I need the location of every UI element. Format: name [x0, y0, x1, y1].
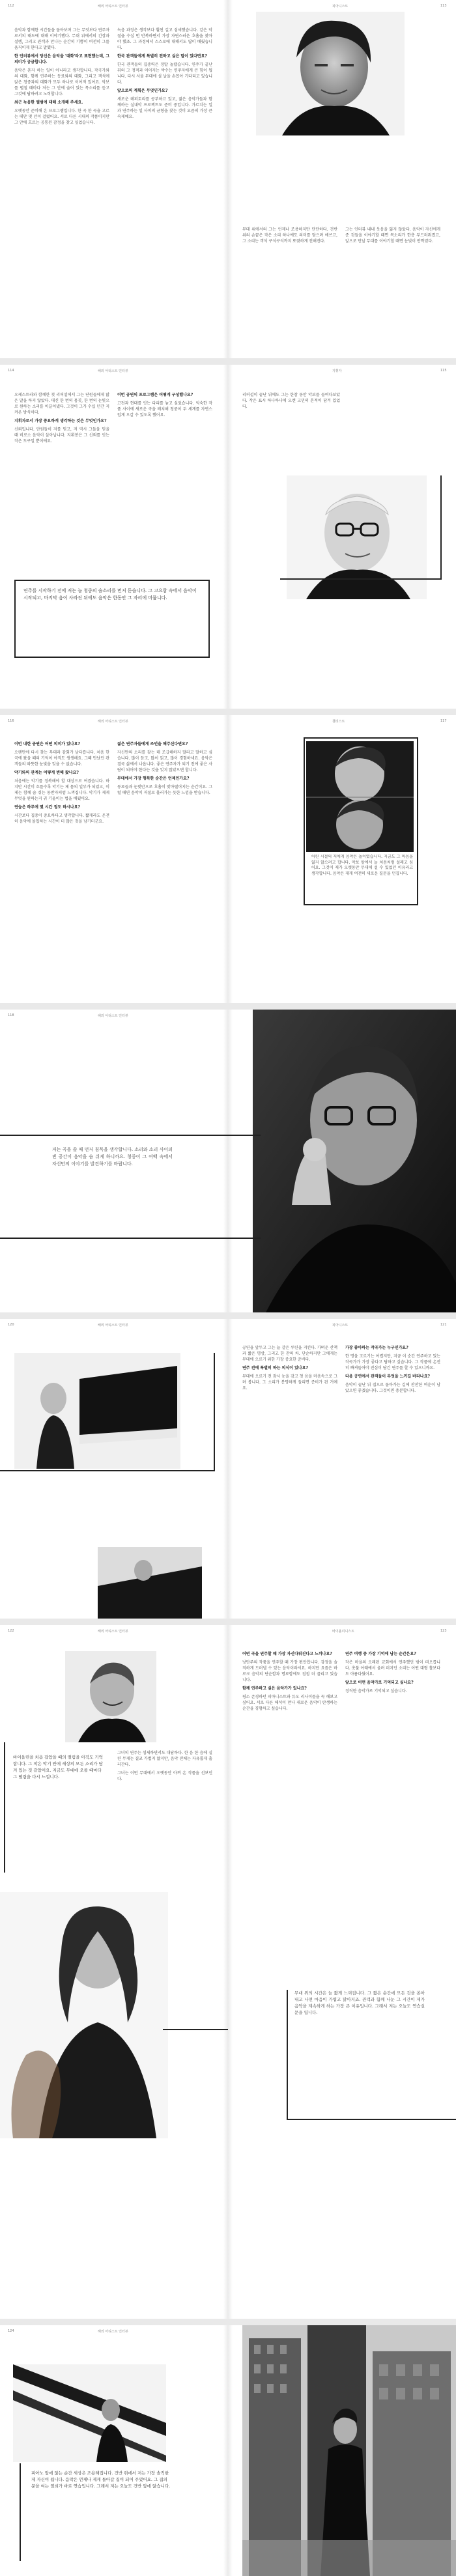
portrait-photo-conductor: [287, 475, 427, 599]
page-spread-3: [0, 715, 456, 1003]
body-paragraph: 무대 위에서의 그는 언제나 조용하지만 단단하다. 건반 위의 손끝은 작은 소리 하나에도 의미를 담으려 애쓰고, 그 소리는 객석 구석구석까지 또렷하게 전해진다.: [242, 227, 337, 244]
frame-rule-bottom: [0, 1238, 261, 1239]
interview-question: 다음 공연에서 관객들이 무엇을 느끼길 바라나요?: [345, 1374, 430, 1379]
body-paragraph: 평소 존경하던 피아니스트와 듀오 리사이틀을 꼭 해보고 싶어요. 서로 다른 해석이 만나 새로운 음악이 탄생하는 순간을 경험하고 싶습니다.: [242, 1695, 337, 1711]
pull-quote-left: [9, 1750, 107, 1887]
body-paragraph: 공연을 앞두고 그는 늘 같은 루틴을 지킨다. 가벼운 산책과 짧은 명상, 그리고 한 잔의 차. 단순하지만 그에게는 무대에 오르기 위한 가장 중요한 준비다.: [242, 1346, 337, 1362]
right-col-2: [345, 1651, 440, 1931]
left-col-1: [14, 392, 109, 587]
right-col-2: [345, 227, 440, 311]
left-folio: 118: [8, 1013, 14, 1017]
body-paragraph: 음악이 끝난 뒤 집으로 돌아가는 길에 잔잔한 여운이 남았으면 좋겠습니다. 그것이면 충분합니다.: [345, 1383, 440, 1393]
left-running-head: 해외 아티스트 인터뷰: [98, 2330, 128, 2334]
left-col-2: [117, 392, 212, 522]
body-paragraph: 리허설이 끝난 뒤에도 그는 한참 동안 악보를 들여다보았다. 작은 표시 하나하나에 오랜 고민의 흔적이 담겨 있었다.: [242, 393, 340, 409]
right-col-1: [242, 1345, 337, 1606]
body-paragraph: 그녀는 이번 무대에서 오랫동안 아껴 온 작품을 선보인다.: [117, 1771, 212, 1781]
pull-quote-text: 피아노 앞에 앉는 순간 세상은 조용해집니다. 건반 위에서 저는 가장 솔직한 제 자신이 됩니다. 음악은 언제나 제게 돌아갈 집이 되어 주었어요. 그 집의 문을 여는 열쇠가 바로 연습입니다. 그래서 저는 오늘도 건반 앞에 앉습니다.: [31, 2470, 171, 2489]
frame-rule-v: [214, 1353, 215, 1471]
portrait-photo-composer: [253, 1010, 456, 1312]
pull-quote-text: 바이올린을 처음 잡았을 때의 떨림을 아직도 기억합니다. 그 작은 악기 안에 세상의 모든 소리가 담겨 있는 것 같았어요. 지금도 무대에 오를 때마다 그 떨림을 다시 느낍니다.: [13, 1755, 103, 1779]
left-folio: 114: [8, 369, 14, 373]
right-running-head: 바이올리니스트: [332, 1630, 354, 1634]
body-paragraph: 자신만의 소리를 찾는 데 조급해하지 말라고 말하고 싶습니다. 많이 듣고, 많이 읽고, 많이 경험하세요. 음악은 결국 삶에서 나옵니다. 좋은 연주자가 되기 전에 좋은 사람이 되어야 한다는 것을 잊지 않았으면 합니다.: [117, 750, 212, 772]
photo-pianist-at-piano: [14, 1353, 180, 1469]
interview-question: 젊은 연주자들에게 조언을 해주신다면요?: [117, 742, 188, 746]
interview-question: 연주 전에 특별히 하는 의식이 있나요?: [242, 1366, 308, 1370]
pull-quote-right: 무대 위의 시간은 늘 짧게 느껴집니다. 그 짧은 순간에 모든 것을 쏟아 내고 나면 마음이 가볍고 맑아지죠. 관객과 함께 나눈 그 시간이 제가 음악을 계속하게 하는 가장 큰 이유입니다. 그래서 저는 오늘도 연습실 문을 엽니다.: [294, 1990, 425, 2015]
right-folio: 115: [440, 369, 447, 373]
left-running-head: 해외 아티스트 인터뷰: [98, 720, 128, 724]
interview-question: 앞으로의 계획은 무엇인가요?: [117, 89, 168, 93]
body-paragraph: 그녀의 연주는 섬세하면서도 대담하다. 한 음 한 음에 실린 무게는 결코 가볍지 않지만, 음악 전체는 자유롭게 흘러간다.: [117, 1751, 212, 1767]
interview-question: 최근 녹음한 앨범에 대해 소개해 주세요.: [14, 100, 83, 105]
interview-question: 한 인터뷰에서 당신은 음악을 '대화'라고 표현했는데, 그 의미가 궁금합니다.: [14, 54, 109, 64]
right-col-2: [345, 1345, 440, 1606]
body-paragraph: 음악은 혼자 하는 일이 아니라고 생각합니다. 작곡가와의 대화, 함께 연주하는 동료와의 대화, 그리고 객석에 앉은 청중과의 대화가 모두 하나로 이어져 있어요. 악보를 펼칠 때마다 저는 그 안에 숨어 있는 목소리를 듣고 그것에 답하려고 노력합니다.: [14, 68, 109, 96]
interview-question: 지휘자로서 가장 중요하게 생각하는 것은 무엇인가요?: [14, 419, 107, 423]
page-spread-7: [0, 2325, 456, 2576]
photo-frame-left: [304, 737, 305, 905]
binding-gutter: [223, 1625, 233, 2319]
left-folio: 112: [8, 4, 14, 8]
body-paragraph: 작은 마을의 오래된 교회에서 연주했던 밤이 떠오릅니다. 촛불 아래에서 울려 퍼지던 소리는 어떤 대형 홀보다도 아름다웠어요.: [345, 1660, 440, 1677]
frame-rule-horizontal: [280, 578, 442, 580]
page-spread-5: [0, 1319, 456, 1619]
body-paragraph: 고전과 현대를 잇는 다리를 놓고 싶었습니다. 익숙한 작품 사이에 새로운 곡을 배치해 청중이 두 세계를 자연스럽게 오갈 수 있도록 했어요.: [117, 401, 212, 418]
pull-quote-text: 연주를 시작하기 전에 저는 늘 청중의 숨소리를 먼저 듣습니다. 그 고요함 속에서 음악이 시작되고, 마지막 음이 사라진 뒤에도 음악은 한동안 그 자리에 머뭅니다.: [23, 588, 197, 601]
left-running-head: 해외 아티스트 인터뷰: [98, 1323, 128, 1327]
binding-gutter: [223, 715, 233, 1003]
portrait-photo-cellist: [306, 741, 414, 852]
interview-question: 연습은 하루에 몇 시간 정도 하시나요?: [14, 805, 80, 810]
page-spread-1: [0, 0, 456, 358]
interview-question: 무대에서 가장 행복한 순간은 언제인가요?: [117, 776, 190, 781]
frame-rule-right-top: [287, 1990, 288, 2120]
right-col-1: [242, 392, 340, 464]
photo-pianist-silhouette: [13, 2364, 166, 2462]
body-paragraph: 오케스트라와 함께한 첫 리허설에서 그는 단원들에게 많은 말을 하지 않았다. 대신 한 번의 몸짓, 한 번의 눈빛으로 원하는 소리를 이끌어냈다. 그것이 그가 수십 년간 지켜온 방식이다.: [14, 393, 109, 415]
body-paragraph: 음악과 함께한 시간들을 돌아보며 그는 무엇보다 연주자로서의 태도에 대해 이야기했다. 무대 위에서의 긴장과 설렘, 그리고 관객과 만나는 순간의 기쁨이 여전히 그를 움직이게 한다고 말했다.: [14, 28, 109, 50]
frame-rule-left: [20, 2463, 21, 2561]
interview-question: 연주 여행 중 가장 기억에 남는 순간은요?: [345, 1652, 416, 1656]
body-paragraph: 그는 인터뷰 내내 웃음을 잃지 않았다. 음악이 자신에게 준 것들을 이야기할 때면 목소리가 한층 부드러워졌고, 앞으로 만날 무대를 이야기할 때면 눈빛이 반짝였다.: [345, 227, 440, 244]
photo-frame-right: [417, 737, 418, 905]
interview-question: 이번 공연의 프로그램은 어떻게 구성했나요?: [117, 393, 193, 397]
interview-question: 이번 내한 공연은 어떤 의미가 있나요?: [14, 742, 80, 746]
body-paragraph: 녹음 과정은 생각보다 훨씬 길고 섬세했습니다. 같은 악절을 수십 번 반복하면서 가장 자연스러운 호흡을 찾아야 했죠. 그 과정에서 스스로에 대해서도 많이 배웠습니다.: [117, 28, 212, 50]
body-paragraph: 무대에 오르기 전 잠시 눈을 감고 첫 음을 마음속으로 그려 봅니다. 그 소리가 분명하게 들리면 준비가 된 거예요.: [242, 1374, 337, 1391]
right-running-head: 지휘자: [332, 369, 342, 373]
right-running-head: 첼리스트: [332, 720, 345, 724]
portrait-photo-pianist: [256, 12, 405, 135]
right-folio: 123: [440, 1629, 447, 1633]
interview-question: 한국 관객들에게 특별히 전하고 싶은 말이 있다면요?: [117, 54, 207, 59]
interview-question: 악기와의 관계는 어떻게 변해 왔나요?: [14, 771, 79, 775]
frame-rule-vertical: [440, 475, 442, 580]
interview-question: 앞으로 어떤 음악가로 기억되고 싶나요?: [345, 1680, 414, 1685]
pull-quote: 저는 곡을 쓸 때 먼저 침묵을 생각합니다. 소리와 소리 사이의 빈 공간이 음악을 숨 쉬게 하니까요. 청중이 그 여백 속에서 자신만의 이야기를 발견하기를 바랍니다.: [52, 1147, 173, 1167]
left-col-1: [14, 27, 109, 327]
left-col-2: [117, 741, 212, 995]
left-folio: 122: [8, 1629, 14, 1633]
binding-gutter: [223, 1319, 233, 1619]
photo-frame-bottom: [304, 904, 418, 905]
frame-rule-diagonal-h: [163, 2029, 228, 2030]
photo-hands-on-keys: [98, 1547, 202, 1619]
body-paragraph: 오랜만에 다시 찾는 무대라 감회가 남다릅니다. 처음 한국에 왔을 때의 기억이 아직도 생생해요. 그때 만났던 관객들의 따뜻한 눈빛을 잊을 수 없습니다.: [14, 750, 109, 767]
right-col-1: [242, 1651, 337, 1931]
binding-gutter: [223, 2325, 233, 2576]
left-running-head: 해외 아티스트 인터뷰: [98, 5, 128, 8]
left-running-head: 해외 아티스트 인터뷰: [98, 1014, 128, 1018]
frame-rule-right-h: [287, 2119, 456, 2120]
left-col-2: [117, 27, 212, 327]
interview-question: 어떤 곡을 연주할 때 가장 자신다워진다고 느끼나요?: [242, 1652, 332, 1656]
caption-quote: 어린 시절의 저에게 음악은 놀이였습니다. 지금도 그 마음을 잃지 않으려고 합니다. 악보 앞에서 늘 처음처럼 설레고 싶어요. 그것이 제가 오랫동안 무대에 설 수 있었던 이유라고 생각합니다. 음악은 제게 여전히 새로운 질문을 던집니다.: [311, 855, 413, 876]
frame-rule-left: [4, 1742, 5, 1873]
body-paragraph: 한 명을 고르기는 어렵지만, 지금 이 순간 연주하고 있는 작곡가가 가장 좋다고 답하고 싶습니다. 그 작품에 온전히 빠져들어야 진심이 담긴 연주를 할 수 있으니까요.: [345, 1354, 440, 1370]
frame-rule-h: [0, 1470, 215, 1471]
portrait-photo-violinist: [0, 1892, 168, 2138]
right-folio: 113: [440, 4, 447, 8]
page-spread-6: [0, 1625, 456, 2319]
pull-quote-box: [14, 580, 210, 658]
body-paragraph: 낭만주의 작품을 연주할 때 가장 편안합니다. 감정을 솔직하게 드러낼 수 있는 음악이라서요. 하지만 요즘은 바로크 음악의 단순함과 명료함에도 점점 더 끌리고 있습니다.: [242, 1660, 337, 1682]
photo-frame-top: [304, 737, 418, 739]
left-running-head: 해외 아티스트 인터뷰: [98, 369, 128, 373]
frame-rule-top: [0, 1135, 261, 1136]
page-spread-2: [0, 365, 456, 709]
photo-city-street-pianist: [242, 2325, 456, 2576]
body-paragraph: 새로운 레퍼토리를 공부하고 있고, 젊은 음악가들과 함께하는 실내악 프로젝트도 준비 중입니다. 가르치는 일과 연주하는 일 사이의 균형을 찾는 것이 요즘의 가장 큰 숙제예요.: [117, 97, 212, 119]
interview-question: 가장 좋아하는 작곡가는 누구인가요?: [345, 1346, 408, 1350]
right-col-1: [242, 227, 337, 311]
right-running-head: 피아니스트: [332, 1323, 349, 1327]
right-running-head: 피아니스트: [332, 5, 349, 8]
pull-quote-box: [26, 2465, 176, 2562]
right-folio: 117: [440, 719, 447, 723]
binding-gutter: [223, 1010, 233, 1312]
body-paragraph: 한국 관객들의 집중력은 정말 놀랍습니다. 연주가 끝난 뒤의 그 정적과 이어지는 박수는 연주자에게 큰 힘이 됩니다. 다시 서울 무대에 설 날을 손꼽아 기다리고 있습니다.: [117, 63, 212, 85]
interview-question: 함께 연주하고 싶은 음악가가 있나요?: [242, 1686, 307, 1691]
body-paragraph: 동료들과 눈빛만으로 호흡이 맞아떨어지는 순간이요. 그럴 때면 음악이 저절로 흘러가는 듯한 느낌을 받습니다.: [117, 785, 212, 795]
body-paragraph: 오랫동안 준비해 온 프로그램입니다. 한 곡 한 곡을 고르는 데만 몇 년이 걸렸어요. 서로 다른 시대의 작품이지만 그 안에 흐르는 공통된 감정을 찾고 싶었습니다.: [14, 109, 109, 125]
body-paragraph: 처음에는 악기를 정복해야 할 대상으로 여겼습니다. 하지만 시간이 흐를수록 악기는 제 몸의 일부가 되었고, 이제는 함께 숨 쉬는 동반자처럼 느껴집니다. 악기가 제게 무엇을 원하는지 귀 기울이는 법을 배웠어요.: [14, 779, 109, 801]
right-folio: 121: [440, 1323, 447, 1327]
left-folio: 124: [8, 2329, 14, 2333]
body-paragraph: 시간보다 집중이 중요하다고 생각합니다. 짧게라도 온전히 음악에 몰입하는 시간이 더 많은 것을 남기더군요.: [14, 814, 109, 824]
left-folio: 116: [8, 719, 14, 723]
page-spread-4: [0, 1010, 456, 1312]
portrait-photo-smiling-man: [65, 1651, 156, 1742]
left-col-2: [117, 1750, 212, 1880]
body-paragraph: 신뢰입니다. 단원들이 저를 믿고, 저 역시 그들을 믿을 때 비로소 음악이 살아납니다. 지휘봉은 그 신뢰를 잇는 작은 도구일 뿐이에요.: [14, 427, 109, 444]
left-folio: 120: [8, 1323, 14, 1327]
binding-gutter: [223, 0, 233, 358]
body-paragraph: 정직한 음악가로 기억되고 싶습니다.: [345, 1689, 407, 1693]
left-col-1: [14, 741, 109, 995]
binding-gutter: [223, 365, 233, 709]
left-running-head: 해외 아티스트 인터뷰: [98, 1630, 128, 1634]
